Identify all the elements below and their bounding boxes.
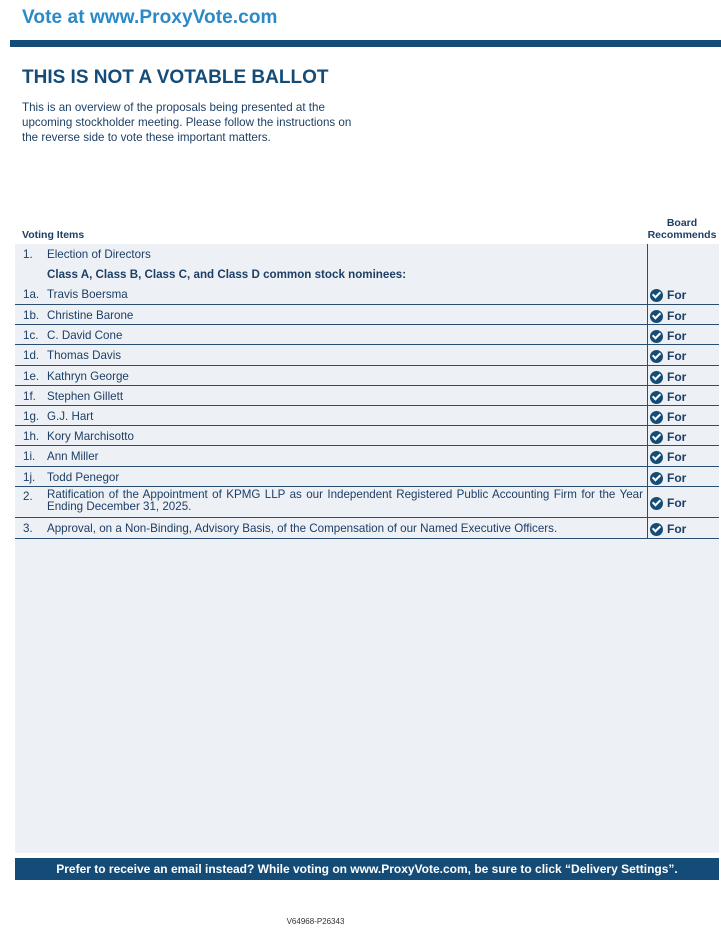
check-circle-icon: [650, 472, 663, 485]
table-row: [15, 284, 719, 305]
item-text: C. David Cone: [47, 329, 123, 342]
item-number: 1a.: [23, 288, 40, 301]
item-number: 1d.: [23, 349, 40, 362]
site-header-link[interactable]: Vote at www.ProxyVote.com: [22, 7, 278, 28]
recommendation: [650, 496, 686, 510]
table-row: [15, 386, 719, 406]
check-circle-icon: [650, 289, 663, 302]
delivery-settings-notice: Prefer to receive an email instead? While voting on www.ProxyVote.com, be sure to click “Delivery Settings”.: [15, 858, 719, 880]
item-number: 1e.: [23, 370, 40, 383]
item-number: 1f.: [23, 390, 36, 403]
table-row: [15, 487, 719, 518]
item-text: Thomas Davis: [47, 349, 122, 362]
recommendation-label: For: [667, 288, 687, 302]
check-circle-icon: [650, 411, 663, 424]
item-number: 1h.: [23, 430, 40, 443]
board-recommends-header: [646, 218, 718, 241]
item-text: Kathryn George: [47, 370, 129, 383]
recommendation-label: For: [667, 522, 687, 536]
page-title: THIS IS NOT A VOTABLE BALLOT: [22, 67, 329, 88]
recommendation-label: For: [667, 370, 687, 384]
table-row: [15, 345, 719, 366]
table-row: [15, 406, 719, 426]
item-text: Travis Boersma: [47, 288, 128, 301]
table-row: [15, 426, 719, 446]
item-number: 1g.: [23, 410, 40, 423]
table-row: [15, 305, 719, 325]
recommendation-label: For: [667, 309, 687, 323]
check-circle-icon: [650, 371, 663, 384]
item-number: 3.: [23, 522, 33, 535]
board-recommends-line2: Recommends: [647, 228, 717, 241]
table-row: [15, 366, 719, 386]
table-row: [15, 467, 719, 487]
recommendation: [650, 471, 686, 485]
check-circle-icon: [650, 330, 663, 343]
table-row: [15, 518, 719, 539]
recommendation-label: For: [667, 329, 687, 343]
table-row: [15, 264, 719, 284]
item-number: 2.: [23, 490, 33, 503]
intro-text: This is an overview of the proposals being presented at the upcoming stockholder meeting. Please follow the instructions on the reverse side to vote these important matters.: [22, 101, 352, 144]
item-text: Stephen Gillett: [47, 390, 124, 403]
item-text: Election of Directors: [47, 248, 151, 261]
check-circle-icon: [650, 310, 663, 323]
top-divider: [10, 40, 721, 47]
recommendation: [650, 430, 686, 444]
item-subheading: Class A, Class B, Class C, and Class D common stock nominees:: [47, 268, 407, 281]
table-row: [15, 325, 719, 345]
recommendation: [650, 410, 686, 424]
check-circle-icon: [650, 391, 663, 404]
recommendation-label: For: [667, 390, 687, 404]
recommendation-label: For: [667, 430, 687, 444]
item-text: Ann Miller: [47, 450, 99, 463]
item-text: Todd Penegor: [47, 471, 120, 484]
item-text: Kory Marchisotto: [47, 430, 134, 443]
recommendation: [650, 370, 686, 384]
board-recommends-line1: Board: [666, 217, 698, 229]
item-number: 1j.: [23, 471, 36, 484]
item-number: 1b.: [23, 309, 40, 322]
check-circle-icon: [650, 451, 663, 464]
check-circle-icon: [650, 523, 663, 536]
recommendation: [650, 288, 686, 302]
recommendation-label: For: [667, 410, 687, 424]
recommendation: [650, 390, 686, 404]
recommendation: [650, 450, 686, 464]
item-number: 1c.: [23, 329, 39, 342]
recommendation-label: For: [667, 471, 687, 485]
item-text: Christine Barone: [47, 309, 134, 322]
recommendation: [650, 329, 686, 343]
check-circle-icon: [650, 497, 663, 510]
item-text: G.J. Hart: [47, 410, 94, 423]
document-code: V64968-P26343: [286, 917, 345, 926]
recommendation: [650, 349, 686, 363]
item-number: 1.: [23, 248, 33, 261]
item-number: 1i.: [23, 450, 36, 463]
voting-items-header: Voting Items: [22, 229, 85, 241]
table-row: [15, 244, 719, 264]
item-text: Ratification of the Appointment of KPMG LLP as our Independent Registered Public Accounting Firm for the Year Ending December 31, 2025.: [47, 488, 643, 513]
recommendation-label: For: [667, 349, 687, 363]
recommendation: [650, 309, 686, 323]
check-circle-icon: [650, 350, 663, 363]
item-text: Approval, on a Non-Binding, Advisory Basis, of the Compensation of our Named Executive Officers.: [47, 522, 558, 535]
document-code-wrapper: [0, 917, 721, 926]
recommendation-label: For: [667, 450, 687, 464]
recommendation: [650, 522, 686, 536]
table-row: [15, 446, 719, 467]
check-circle-icon: [650, 431, 663, 444]
recommendation-label: For: [667, 496, 687, 510]
